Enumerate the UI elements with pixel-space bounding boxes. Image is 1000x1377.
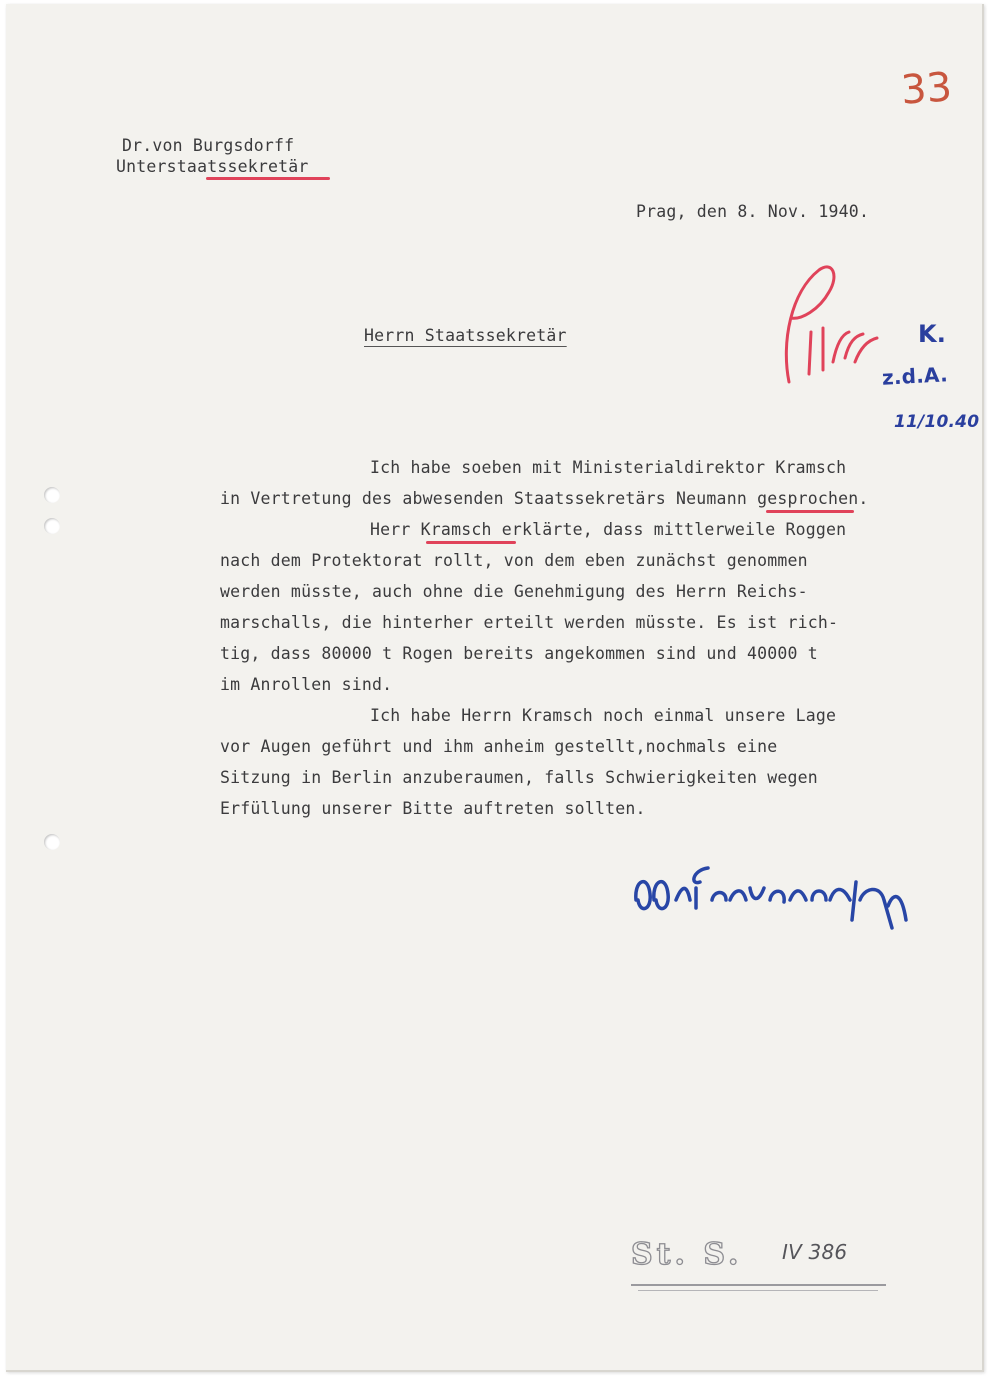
body-line-9: Ich habe Herrn Kramsch noch einmal unsere Lage (370, 706, 837, 725)
body-line-3: Herr Kramsch erklärte, dass mittlerweile Roggen (370, 520, 847, 539)
blue-date: 11/10.40 (894, 412, 980, 432)
body-line-1: Ich habe soeben mit Ministerialdirektor Kramsch (370, 458, 847, 477)
stamp-handwritten-number: IV 386 (782, 1240, 848, 1264)
punch-hole-bottom (44, 834, 60, 850)
red-underline-neumann (766, 510, 854, 513)
punch-hole-top (44, 487, 60, 503)
letterhead-name: Dr.von Burgsdorff (122, 136, 295, 155)
blue-initial: K. (918, 320, 947, 348)
body-line-4: nach dem Protektorat rollt, von dem eben zunächst genommen (220, 551, 808, 570)
body-line-10: vor Augen geführt und ihm anheim gestellt,nochmals eine (220, 737, 778, 756)
body-line-2: in Vertretung des abwesenden Staatssekretärs Neumann gesprochen. (220, 489, 869, 508)
body-line-6: marschalls, die hinterher erteilt werden müsste. Es ist rich- (220, 613, 839, 632)
body-line-12: Erfüllung unserer Bitte auftreten sollten. (220, 799, 646, 818)
body-line-11: Sitzung in Berlin anzuberaumen, falls Schwierigkeiten wegen (220, 768, 818, 787)
stamp-rule-secondary (638, 1290, 878, 1291)
body-line-8: im Anrollen sind. (220, 675, 393, 694)
recipient: Herrn Staatssekretär (364, 326, 567, 345)
date-line: Prag, den 8. Nov. 1940. (636, 202, 870, 221)
body-line-5: werden müsste, auch ohne die Genehmigung des Herrn Reichs- (220, 582, 808, 601)
red-underline-title (206, 177, 330, 180)
red-underline-kramsch (426, 541, 516, 544)
body-line-7: tig, dass 80000 t Rogen bereits angekommen sind und 40000 t (220, 644, 818, 663)
blue-note: z.d.A. (881, 362, 949, 390)
page-number: 33 (899, 64, 954, 114)
stamp-st-s: St. S. (631, 1237, 743, 1272)
stamp-rule (631, 1284, 886, 1286)
document-page (6, 4, 984, 1372)
punch-hole-middle (44, 518, 60, 534)
handwritten-signature (630, 860, 930, 950)
letterhead-title: Unterstaatssekretär (116, 157, 309, 176)
